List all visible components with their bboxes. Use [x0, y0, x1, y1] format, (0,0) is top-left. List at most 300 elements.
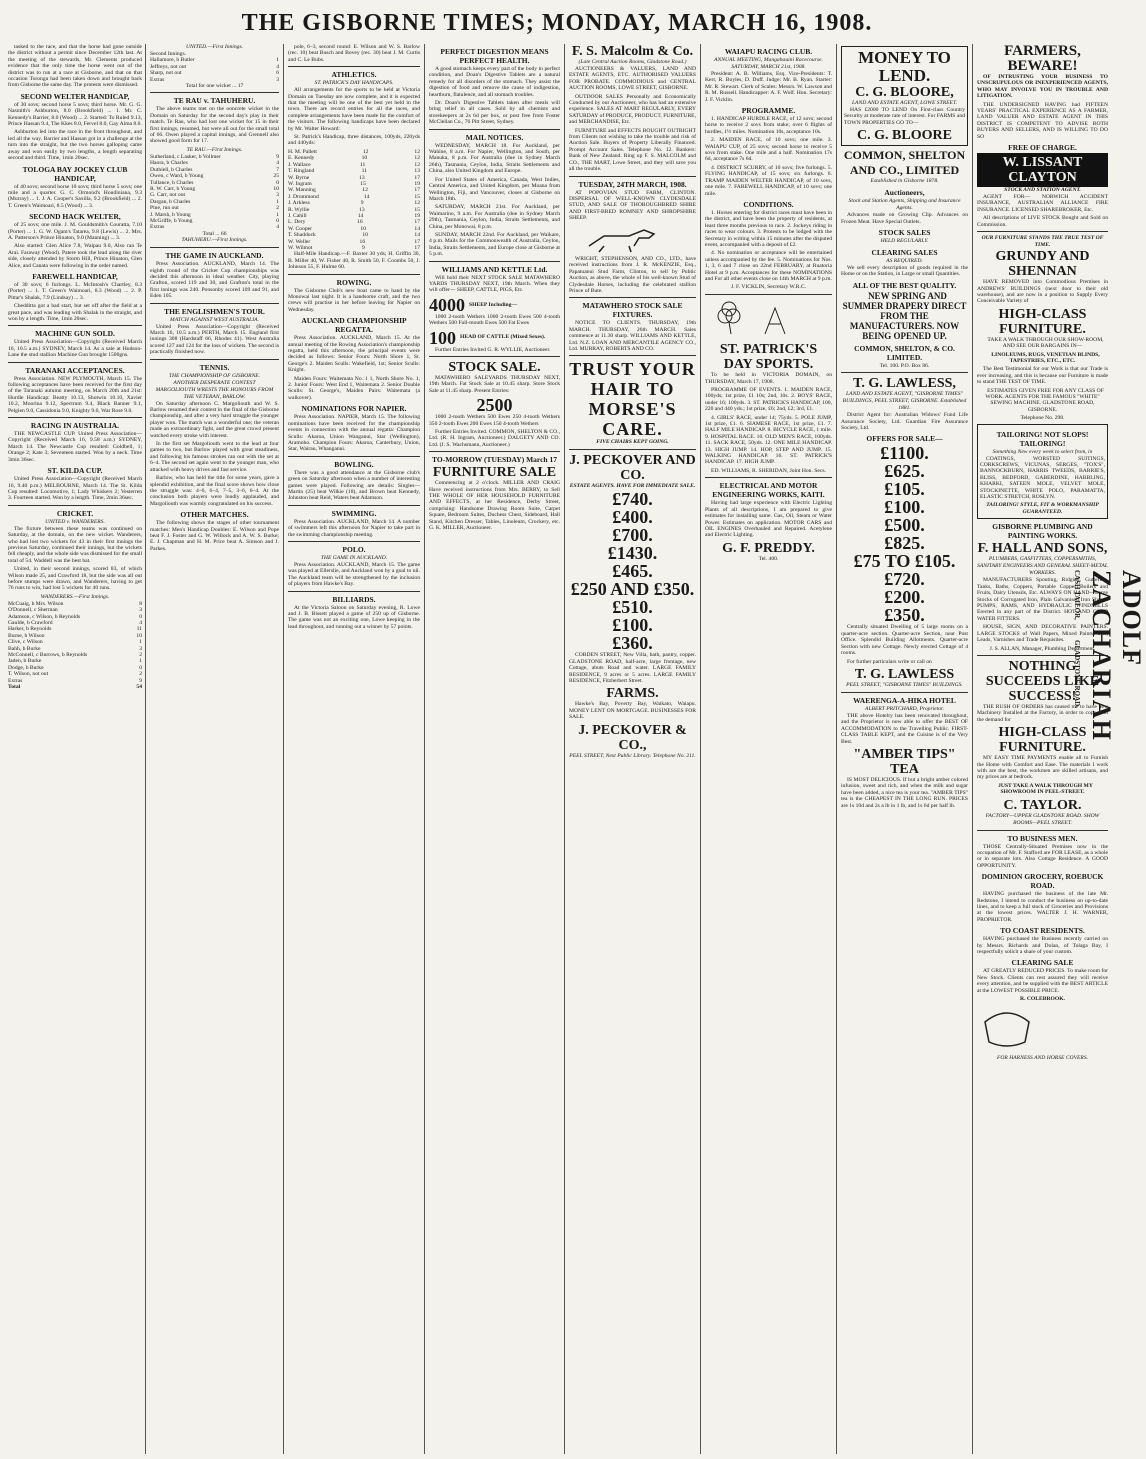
- subheadline: THE GAME IN AUCKLAND.: [320, 554, 388, 561]
- price: £350.: [884, 605, 925, 626]
- row-value: 1: [276, 211, 279, 218]
- row-label: R. W. Carr, b Young: [150, 185, 196, 192]
- article-text: United Press Association—Copyright (Received March 16, 9.40 p.m.) MELBOURNE, March 14. The St. Kilda Cup resulted: Locomotive, 1; Lady Whiskers 2; Vesterren 3. Fourteen started. Won by a length. Time, 2min 36sec.: [8, 476, 142, 502]
- headline: POLO.: [342, 544, 366, 554]
- advert-subheading: OUR FURNITURE STANDS THE TRUE TEST OF TIME.: [981, 235, 1104, 249]
- price: £465.: [612, 561, 653, 582]
- advert-heading: TAILORING! NOT SLOPS! TAILORING!: [996, 429, 1089, 448]
- row-value: 4: [276, 63, 279, 70]
- row-label: W. Ingram: [288, 180, 312, 187]
- masthead: [0, 0, 1114, 38]
- advert-heading: STOCK SALES: [878, 228, 931, 238]
- advert-heading: ALL OF THE BEST QUALITY.: [852, 280, 957, 290]
- advert-text: HAVING purchased the Business recently carried on by Messrs. Richards and Dolan, of Tolaga Bay, I respectfully solicit a share of your custom.: [977, 936, 1108, 956]
- divider: [150, 92, 279, 93]
- headline: AUCKLAND CHAMPIONSHIP REGATTA.: [301, 316, 407, 335]
- row-label: W. Byrne: [288, 174, 310, 181]
- article-text: Press Association. AUCKLAND, March 15. The game was played at Ellerslie, and Auckland won by a goal to nil. The Auckland team will be strengthened by the inclusion of players from Hawke's Bay.: [288, 561, 420, 588]
- advert-subheading: HELD REGULARLY.: [880, 238, 929, 245]
- advert-heading: WAERENGA-A-HIKA HOTEL: [853, 695, 956, 705]
- article-text: There was a good attendance at the Gisborne club's green on Saturday afternoon when a number of interesting games were played. Following are details: Singles—Martin (25) beat Wilkie (18), and Brown beat Kennedy, Johnston beat Reid, Waters beat Adamson.: [288, 469, 420, 502]
- row-label: Gaulde, b Crawford: [8, 620, 53, 626]
- divider: [977, 231, 1108, 232]
- horse-illustration: [569, 224, 689, 254]
- price: £625.: [884, 461, 925, 482]
- row-value: 14: [414, 232, 420, 239]
- advert-heading: TUESDAY, 24TH MARCH, 1908.: [578, 179, 687, 189]
- article-text: Ashburton led into the race in the front throughout, and led all the way. Barrier and Hassan got in a challenge at the turn into the straight, but the two horses galloping came away and won easily by two lengths, a length separating second and third. Time, 1min 20sec.: [8, 129, 142, 162]
- stock-count: 4000: [429, 294, 465, 315]
- row-value: 9: [360, 200, 364, 207]
- advert-heading: C. TAYLOR.: [1003, 797, 1082, 813]
- row-value: 17: [414, 238, 420, 245]
- column-rule: [836, 44, 837, 1454]
- advert-text: President: A. B. Williams, Esq. Vice-Presidents: T. Kerr, R. Boyles, D. Duff. Judge: Mr. B. Ryan. Starter: Mr. R. Stewart. Clerk of Scales: Messrs. W. Lawson and R. M. Russell. Handicapper: A. F. Wolf. Hon. Secretary: J. F. Vicklin.: [705, 71, 832, 103]
- advert-subheading: PEEL STREET, "GISBORNE TIMES" BUILDINGS.: [846, 681, 963, 688]
- advert-text: PROGRAMME OF EVENTS. 1. MAIDEN RACE, 100yds; 1st prize, £1 10s; 2nd, 10s. 2. BOYS' RACE, under 16; 100yds. 3. ST. PATRICK'S HANDICAP, 100, 220 and 440 yds.; 1st prize, £6; 2nd, £2; 3rd, £1.: [705, 387, 832, 413]
- article-text: United, in their second innings, scored 83, of which Wilson made 25, and Crawford 18, but the side was all out before stumps were drawn, and Wanderers, having to get 76 runs to win, had lost 5 wickets for 40 runs.: [8, 566, 142, 592]
- row-value: 0: [276, 179, 279, 186]
- advert-text: MY EASY TIME PAYMENTS enable all to Furnish the Home with Comfort and Ease. The materials I work with are the best, the workmen are skilled artisans, and my prices are at bedrock.: [977, 755, 1108, 781]
- row-value: 0: [276, 217, 279, 224]
- headline: CRICKET.: [56, 508, 94, 518]
- row-label: Harker, b Reynolds: [8, 626, 52, 633]
- row-label: Haora, b Charles: [150, 160, 188, 167]
- score-table: [150, 154, 279, 231]
- stock-entry: [429, 329, 560, 347]
- article-text: Also started: Glen Alice 7.8, Waipau 9.0, Also ran Te Arai. Faraway (Wood). Patere took the lead along the river side, closely attended by Storm Hill, Prince Hinaton, Glen Alice, and Canata were following in the order named.: [8, 243, 142, 269]
- row-label: Sutherland, c Lasker, b Vollmer: [150, 153, 221, 160]
- column-rule: [564, 44, 565, 1454]
- advert-text: HAS £2000 TO LEND On First-class Country Security at moderate rate of interest. For FARMS and TOWN PROPERTIES GO TO—: [844, 107, 965, 126]
- row-value: 9: [139, 677, 142, 684]
- article-text: of 30 sovs; second horse 5 sovs; third horse. Mr. G. G. Nasmith's Ashburton, 8.0 (Brookfield) ... 1. Mr. C. Kennedy's Barrier, 8.0 (Wood) ... 2. Started: To Ruled 9.13, Prince Hassan 9.4, The Kkes 8.0, Fervel 8.0, Gay Alma 8.0.: [8, 101, 142, 128]
- advert-heading: "AMBER TIPS" TEA: [853, 746, 956, 777]
- handicap-table: [288, 149, 420, 252]
- advert-text: 1000 2-tooth Wethers 1000 2-tooth Ewes 500 4-tooth Wethers 500 Full-mouth Ewes 500 Fat Ewes: [429, 313, 560, 327]
- headline: ROWING.: [336, 277, 372, 287]
- signature: J. F. VICKLIN, Secretary W.R.C.: [731, 284, 806, 291]
- article-text: Barlow, who has held the title for some years, gave a splendid exhibition, and the final score shows how close the struggle was: 4–6, 6–4, 7–5, 3–6, 6–4. At the conclusion both players were loudly applauded, and Margoliouth was warmly congratulated on his success.: [150, 475, 279, 507]
- price: £825.: [884, 533, 925, 554]
- headline: MACHINE GUN SOLD.: [35, 329, 115, 339]
- row-value: 1: [139, 639, 142, 646]
- price: £500.: [884, 515, 925, 536]
- advert-heading: WILLIAMS AND KETTLE Ltd.: [441, 264, 548, 274]
- clayton-banner: W. LISSANT CLAYTON: [977, 153, 1108, 187]
- advert-heading: TO COAST RESIDENTS.: [1000, 926, 1085, 936]
- row-label: Duthiell, b Charles: [150, 166, 193, 173]
- row-label: Adamson, c Wilson, b Reynolds: [8, 613, 81, 620]
- row-value: 1: [139, 658, 142, 665]
- column-6-racing-club: [705, 44, 832, 1454]
- advert-subheading: Something New every week to select from, in: [992, 448, 1093, 455]
- headline: TE RAU v. TAHUHERU.: [173, 96, 256, 106]
- row-value: 11: [361, 168, 368, 175]
- advert-box: [841, 46, 968, 146]
- tailor-side-text: GLADSTONE ROAD.: [1073, 640, 1081, 708]
- row-label: T. Wilson, not out: [8, 671, 49, 678]
- row-value: 3: [139, 607, 142, 614]
- advert-text: Centrally situated Dwelling of 5 large rooms on a quarter-acre section. Quarter-acre Section, near Post Office. Splendid Building Allotments. Quarter-acre Section with new Cottage. Newly erected Cottage of 4 rooms.: [841, 624, 968, 657]
- advert-heading: ST. PATRICK'S DAY SPORTS.: [719, 342, 818, 373]
- price-list: [841, 444, 968, 624]
- telephone: Tel. 100. P.O. Box 86.: [879, 362, 930, 369]
- advert-text: COATINGS, WORSTED SUITINGS, CORKSCREWS, VICUNAS, SERGES, "TOX'S", BANNOCKBURN, HARRIS TWEEDS, BARRIE'S, BLISS, BEDFORD, GABERDINE, HABBLING, KHARKI, SATEEN MOLE, VELVET MOLE, STOCKINETTE, WHITE POLO, PARAMATTA, ELASTIC STRETCH, ROSLYN.: [980, 455, 1105, 501]
- advert-subheading: ALBERT PRITCHARD, Proprietor.: [865, 705, 944, 712]
- price: £100.: [884, 497, 925, 518]
- row-value: 7: [276, 166, 279, 173]
- advert-heading: J. PECKOVER & CO.,: [578, 722, 687, 753]
- article-text: All arrangements for the sports to be held at Victoria Domain on Tuesday are now complete, and it is expected that the meeting will be one of the best yet held in the town. There are record entries for all the races, and complete arrangements have been made for the comfort of the visitors. The following handicaps have been declared by Mr. Walter Howard:: [288, 87, 420, 132]
- divider: [841, 372, 968, 373]
- stock-count: 2500: [476, 395, 513, 416]
- row-value: 3: [276, 192, 279, 199]
- subheadline: WANDERERS.—First Innings.: [40, 593, 110, 600]
- headline: THE ENGLISHMEN'S TOUR.: [164, 306, 265, 316]
- telephone: Tel. 400.: [758, 555, 779, 562]
- divider: [569, 176, 696, 177]
- divider: [705, 477, 832, 478]
- advert-text: Having had large experience with Electric Lighting Plants of all descriptions, I am prepared to give estimates for installing same. Gas, Oil, Steam or Water Power. Estimates on application. MOTOR CARS and OIL ENGINES Overhauled and Repaired. Acetylene and Electric Lighting.: [705, 500, 832, 539]
- row-value: 15: [414, 193, 420, 200]
- stock-label: SHEEP Including—: [469, 301, 518, 308]
- article-text: Press Association. AUCKLAND, March 14. The eighth round of the Cricket Cup championships was decided this afternoon in ideal weather. City, playing Grafton, scored 119 and 30, and Grafton's total in the first innings was 240. Ponsonby scored 109 and 91, and Eden 105.: [150, 261, 279, 300]
- row-value: 14: [363, 193, 370, 200]
- row-value: 16: [359, 238, 366, 245]
- advert-text: OF INTRUSTING YOUR BUSINESS TO UNSCRUPULOUS OR INEXPERIENCED AGENTS, WHO MAY INVOLVE YOU IN TROUBLE AND LITIGATION.: [977, 74, 1108, 100]
- article-text: United Press Association—Copyright (Received March 16, 10.5 a.m.) SYDNEY, March 14. As a sale at Hudson-Lane the stud stallion Machine Gun brought 1500gns.: [8, 339, 142, 359]
- advert-heading: C. G. BLOORE: [857, 128, 952, 144]
- article-text: On Saturday afternoon C. Margoliouth and W. S. Barlow resumed their contest in the final of the Gisborne championship, and after a very hard struggle the younger player won. The match was a wonderful one; the veteran made an extraordinary fight, and the great crowd present watched every stroke with interest.: [150, 400, 279, 439]
- advert-text: HAVE REMOVED into Commodious Premises in ANDREWS' BUILDINGS (next door to their old warehouse), and are now in a position to Supply Every Conceivable Variety of: [977, 279, 1108, 305]
- advert-text: Advances made on Growing Clip. Advances on Frozen Meat. Have Special Outlets.: [841, 212, 968, 225]
- advert-heading: FURNITURE SALE: [432, 465, 557, 481]
- advert-text: TAKE A WALK THROUGH OUR SHOW-ROOM, AND SEE OUR BARGAINS IN—: [987, 336, 1104, 350]
- row-value: 9: [361, 244, 365, 251]
- row-value: 13: [359, 174, 365, 181]
- row-label: W. Manning: [288, 187, 316, 194]
- price: £75 TO £105.: [853, 551, 956, 572]
- article-text: A good stomach keeps every part of the body in perfect condition, and Doan's Digestive Tablets are a natural remedy for all disorders of the stomach. They assist the digestion of food and remove the cause of indigestion, heartburn, flatulence, and all stomach troubles.: [429, 66, 560, 98]
- price: £700.: [612, 525, 653, 546]
- row-value: 4: [139, 620, 142, 626]
- advert-text: AUCTIONEERS & VALUERS, LAND AND ESTATE AGENTS, ETC. AUTHORISED VALUERS FOR PROBATE. COMMODIOUS and CENTRAL AUCTION ROOMS, LOWE STREET, GISBORNE.: [569, 66, 696, 92]
- advert-text: AGENT FOR— NORWICH ACCIDENT INSURANCE, AUSTRALIAN ALLIANCE FIRE INSURANCE. LICENSED SHAREBROKER, Etc.: [977, 194, 1108, 213]
- row-value: 17: [414, 174, 420, 181]
- row-value: 10: [360, 225, 367, 232]
- headline: RACING IN AUSTRALIA.: [30, 421, 120, 431]
- row-value: 12: [362, 148, 369, 155]
- advert-heading: ELECTRICAL AND MOTOR ENGINEERING WORKS, KAITI.: [712, 481, 825, 500]
- tailor-name: ADOLF ZACHARIAH: [1087, 570, 1146, 741]
- advert-text: ESTIMATES GIVEN FREE FOR ANY CLASS OF WORK. AGENTS FOR THE FAMOUS "WHITE" SEWING MACHINE. GLADSTONE ROAD, GISBORNE.: [985, 387, 1104, 413]
- advert-heading: PROGRAMME.: [741, 106, 796, 116]
- row-label: McConnell, c Burrows, b Reynolds: [8, 652, 88, 659]
- advert-heading: FARMS.: [606, 686, 659, 702]
- row-value: 6: [276, 70, 279, 77]
- subheadline: TE RAU.—First Innings.: [186, 146, 243, 153]
- signature: ED. WILLIAMS, R. SHERIDAN, Joint Hon. Secs.: [711, 467, 826, 474]
- row-value: 10: [136, 632, 142, 639]
- subheadline: ST. PATRICK'S DAY HANDICAPS.: [314, 80, 394, 87]
- advert-heading: NOTHING SUCCEEDS LIKE SUCCESS!: [985, 658, 1100, 704]
- column-3-sports: [288, 44, 420, 1454]
- divider: [8, 362, 142, 363]
- column-rule: [972, 44, 973, 1454]
- article-text: Dr. Doan's Digestive Tablets taken after meals will bring relief in all cases. Sold by all chemists and storekeepers at 2s 6d per box, or post free from Foster McClellan Co., 76 Pitt Street, Sydney.: [429, 100, 560, 126]
- divider: [288, 541, 420, 542]
- article-text: Maiden Fours: Waitemata No. 1 1, North Shore No. 1, 2. Junior Fours: West End 1, Waitemata 2. Senior Double Sculls: St. George's, Maiden Pairs: Waitemata (a walkover).: [288, 375, 420, 401]
- row-value: 14: [414, 225, 420, 232]
- row-value: 15: [360, 180, 366, 187]
- article-text: Press Association. AUCKLAND, March 15. At the annual meeting of the Rowing Association's championship regatta, held this afternoon, the principal events were decided as follows: Senior Fours: North Shore 1, St. George's 2. Maiden Sculls: Wakefield, 1st; Senior Sculls: Knight.: [288, 335, 420, 374]
- row-label: Second Innings.: [150, 51, 187, 57]
- stock-label: HEAD OF CATTLE (Mixed Sexes).: [460, 334, 546, 341]
- advert-text: NEW SPRING AND SUMMER DRAPERY DIRECT FROM THE MANUFACTURERS. NOW BEING OPENED UP.: [842, 290, 967, 341]
- column-2-cricket: [150, 44, 279, 1454]
- headline: FAREWELL HANDICAP,: [32, 271, 118, 281]
- row-value: 19: [414, 212, 420, 219]
- advert-text: 1000 2-tooth Wethers 500 Ewes 250 4-tooth Wethers 350 2-tooth Ewes 200 Ewes 150 4-tooth Wethers: [429, 414, 560, 427]
- total-label: Total: [8, 684, 21, 691]
- advert-text: NOTICE TO CLIENTS. THURSDAY, 19th MARCH. THURSDAY, 26th MARCH. Sales commence at 11.30 sharp. WILLIAMS AND KETTLE, Ltd. N.Z. LOAN AND MERCANTILE AGENCY CO., Ltd. MURRAY, ROBERTS AND CO.: [569, 320, 696, 352]
- advert-subheading: STOCK AND STATION AGENT.: [1004, 187, 1081, 194]
- advert-subheading: (Late Central Auction Rooms, Gladstone Road.): [578, 59, 687, 65]
- telephone: Telephone No. 298.: [1020, 415, 1065, 422]
- divider: [977, 830, 1108, 831]
- morse-advert: TRUST YOUR HAIR TO MORSE'S CARE.: [569, 359, 696, 440]
- divider: [429, 129, 560, 130]
- advert-subheading: FOR HARNESS AND HORSE COVERS.: [996, 1054, 1089, 1061]
- total-value: 54: [136, 684, 142, 691]
- advert-heading: J. PECKOVER AND CO.: [569, 453, 696, 484]
- headline: BILLIARDS.: [332, 594, 376, 604]
- headline: SECOND HACK WELTER,: [29, 212, 121, 222]
- advert-text: MANUFACTURERS Spouting, Ridging, Guttering, Tanks, Baths, Coppers, Portable Copper Boilers and Fruits, Dairy Utensils, Etc. ALWAYS ON HAND—Large Stocks of Corrugated Iron, Plain Galvanised Iron Sheets. PUMPS, RAMS, AND HYDRAULIC WINDMILLS Erected in any part of the District. HOT AND COLD WATER FITTERS.: [977, 577, 1108, 622]
- article-text: of 25 sovs; one mile. J. M. Gouldsmith's Couratta, 7.10 (Porter) ... 1. G. W. Ogam's Tatarea, 9.8 (Lewis) ... 2. Mrs. A. Patterson's Prince Hinaton, 9.0 (Manning) ... 3.: [8, 222, 142, 241]
- row-label: J. Wallace: [288, 161, 311, 168]
- article-text: tasked to the race, and that the horse had gone outside the district without a permit since December 12th last. At the meeting of the stewards, Mr. Clements produced evidence that the only time the horse went out of the district was to run at a race at Gisborne, and that on that occasion Toronga had been taken down and brought back from Gisborne the same day. The protests were dismissed.: [8, 44, 142, 89]
- advert-text: We sell every description of goods required in the Home or on the Station, in Large or small Quantities.: [841, 265, 968, 278]
- row-label: J. Marsh, b Young: [150, 211, 191, 218]
- score-total: [8, 684, 142, 690]
- headline: ST. KILDA CUP.: [47, 466, 103, 476]
- row-label: Extras: [8, 677, 23, 684]
- advert-text: Will hold their NEXT STOCK SALE MATAWHERO YARDS THURSDAY NEXT, 19th March. When they will offer— SHEEP, CATTLE, PIGS, Etc.: [429, 274, 560, 294]
- row-value: 17: [414, 219, 420, 226]
- row-label: McGriffe, b Young: [150, 217, 193, 224]
- article-text: For United States of America, Canada, West Indies, Central America, and United Kingdom, per Moana from Wellington, Fiji, and Vancouver, closes at Gisborne on March 18th.: [429, 176, 560, 202]
- row-label: W. Cooper: [288, 225, 313, 232]
- headline: BOWLING.: [334, 459, 374, 469]
- row-label: Jeffreys, not out: [150, 63, 187, 70]
- divider: [288, 591, 420, 592]
- tailoring-advert: [977, 424, 1108, 520]
- headline: NOMINATIONS FOR NAPIER.: [301, 404, 407, 414]
- advert-heading: OFFERS FOR SALE—: [866, 434, 943, 444]
- advert-text: For further particulars write or call on: [847, 658, 932, 665]
- divider: [429, 261, 560, 262]
- row-value: 0: [139, 613, 142, 620]
- row-label: G. Carr, not out: [150, 192, 186, 199]
- article-text: The fixture between these teams was continued on Saturday, at the domain, on the new wicket. Wanderers, who had lost two wickets for 43 in their first innings the previous Saturday, continued their innings, but the wickets fell cheaply, and the whole side was dismissed for the small total of 54. Waddell was the best bat.: [8, 525, 142, 564]
- tailor-side-text: CASH TAILOR,: [1073, 570, 1081, 620]
- row-value: 3: [139, 645, 142, 652]
- row-value: 14: [357, 212, 364, 219]
- signature: G. F. PREDDY.: [722, 540, 815, 556]
- row-label: J. Arkless: [288, 200, 310, 207]
- row-value: 12: [414, 161, 420, 168]
- headline: TARANAKI ACCEPTANCES.: [25, 365, 125, 375]
- divider: [288, 456, 420, 457]
- advert-text: THE UNDERSIGNED HAVING had FIFTEEN YEARS' PRACTICAL EXPERIENCE AS A FARMER, LAND VALUER AND ESTATE AGENT IN THIS DISTRICT IS COMPETENT TO ADVISE BOTH BUYERS AND SELLERS, AND IS WILLING TO DO SO: [977, 101, 1108, 140]
- advert-heading: HIGH-CLASS FURNITURE.: [998, 725, 1087, 756]
- advert-heading: WAIAPU RACING CLUB.: [724, 47, 813, 56]
- headline: OTHER MATCHES.: [180, 510, 249, 520]
- row-value: 4: [276, 224, 279, 231]
- row-value: 16: [357, 219, 363, 226]
- advert-heading: Auctioneers,: [884, 188, 925, 198]
- row-value: 25: [273, 173, 279, 180]
- signature: J. S. ALLAN, Manager, Plumbing Department.: [989, 645, 1096, 652]
- row-value: 2: [276, 205, 279, 212]
- column-rule: [700, 44, 701, 1454]
- score-table: [8, 601, 142, 684]
- advert-heading: CONDITIONS.: [743, 199, 794, 209]
- subheadline: MATCH AGAINST WEST AUSTRALIA.: [170, 316, 259, 323]
- row-label: Jaden, b Burke: [8, 658, 42, 665]
- row-label: O'Donnell, c Sherman: [8, 607, 58, 614]
- advert-text: LINOLEUMS, RUGS, VENETIAN BLINDS, TAPESTRIES, ETC., ETC.: [991, 351, 1100, 364]
- row-value: 11: [136, 626, 142, 633]
- advert-text: JUST TAKE A WALK THROUGH MY SHOWROOM IN PEEL-STREET.: [998, 782, 1093, 796]
- column-8-adverts: [977, 44, 1108, 1454]
- advert-text: Hawke's Bay, Poverty Bay, Waikato, Waiapu. MONEY LENT ON MORTGAGE. BUSINESSES FOR SALE.: [569, 701, 696, 721]
- advert-text: HAVING purchased the business of the late Mr. Redstone, I intend to conduct the business on up-to-date lines, and to keep a full stock of Groceries and Provisions at the lowest prices. WALTER J. H. WARNER, PROPRIETOR.: [977, 891, 1108, 923]
- advert-text: AT GREATLY REDUCED PRICES. To make room for New Stock. Clients can rest assured they will receive every attention, and be supplied with the BEST ARTICLE at the LOWEST POSSIBLE PRICE.: [977, 968, 1108, 994]
- price: £250 AND £350.: [570, 579, 695, 600]
- headline: PERFECT DIGESTION MEANS PERFECT HEALTH.: [440, 47, 549, 65]
- advert-text: AT POPOVIAN STUD FARM, CLINTON. DISPERSAL OF WELL-KNOWN CLYDESDALE STUD, AND SALE OF THOROUGHBRED SHIRE AND FIRST-BRED ROMNEY AND SHROPSHIRE SHEEP.: [569, 189, 696, 222]
- headline: THE GAME IN AUCKLAND.: [165, 251, 264, 261]
- advert-text: District Agent for: Australian Widows' Fund Life Assurance Society, Ltd. Guardian Fire Assurance Society, Ltd.: [841, 412, 968, 432]
- advert-text: FURNITURE and EFFECTS BOUGHT OUTRIGHT from Clients not wishing to take the trouble and risk of Auction Sale. Buyers of Property Liberally Financed. Prompt Account Sales. Telephone No. 12. Bankers: Bank of New Zealand. Ring up F. S. MALCOLM and CO., THE MART, Lowe Street, and they will save you all the trouble.: [569, 127, 696, 173]
- row-value: 3: [276, 76, 279, 83]
- row-value: 13: [414, 168, 420, 175]
- article-text: The following shows the stages of other tournament matches: Men's Handicap Doubles: E. Wilson and Pope beat F. J. Foster and G. W. Willock and A. W. S. Burke; E. J. Chapman and H. M. Price beat A. Simson and J. Parkes.: [150, 520, 279, 552]
- score-table: [150, 51, 279, 83]
- article-text: Chedditta got a bad start, but set off after the field at a great pace, and was leading with Shalak in the straight, and won by a length. Time, 1min 20sec.: [8, 303, 142, 322]
- advert-text: THE above Hotelry has been renovated throughout, and the Proprietor is now able to offer the BEST OF ACCOMMODATION to the Travelling Public. FIRST-CLASS TABLE KEPT, and the Cuisine is of the Very Best.: [841, 712, 968, 745]
- row-label: Extras: [150, 224, 165, 231]
- score-total: Total ... 66: [202, 230, 227, 237]
- article-text: of 40 sovs; second horse 10 sovs; third horse 5 sovs; one mile and a quarter. G. C. Ormond's Houdiniana, 9.3 (Murray) ... 1. J. A. Cooper's Saxilla, 9.2 (Brookfield) ... 2. T. Green's Waimoari, 8.5 (Wood) ... 3.: [8, 183, 142, 209]
- row-value: 1: [276, 57, 279, 64]
- row-label: T. Ringland: [288, 168, 315, 175]
- subheadline: ANOTHER DESPERATE CONTEST: [173, 379, 256, 386]
- advert-text: COBDEN STREET, New Villa, bath, pantry, copper. GLADSTONE ROAD, half-acre, large frontage, new Cottage, abuts Road and water. LARGE FAMILY RESIDENCE, 9 acres or 5 acres. LARGE FAMILY RESIDENCE, Fitzherbert Street.: [569, 652, 696, 685]
- row-value: 2: [139, 671, 142, 678]
- row-label: Owen, c Ward, b Young: [150, 173, 204, 180]
- advert-text: 2. MAIDEN RACE, of 10 sovs; one mile. 3. WAIAPU CUP, of 25 sovs; second horse to receive 5 sovs from stake. One mile and a half. Nomination 17s 6d, acceptance 7s 6d.: [705, 137, 832, 163]
- saddle-illustration: [977, 1002, 1037, 1052]
- column-rule: [145, 44, 146, 1454]
- row-value: 17: [414, 187, 420, 194]
- row-label: J. Drummond: [288, 193, 319, 200]
- price-list: [569, 490, 696, 652]
- row-label: W. Wilmot: [288, 244, 313, 251]
- advert-subheading: AS REQUIRED.: [886, 258, 923, 265]
- price: £105.: [884, 479, 925, 500]
- row-value: 11: [359, 161, 366, 168]
- row-value: 12: [362, 187, 368, 194]
- stock-entry: [429, 296, 560, 314]
- shamrock-sports-illustration: [705, 298, 825, 340]
- advert-heading: MATAWHERO STOCK SALE FIXTURES.: [582, 301, 683, 320]
- advert-subheading: ESTATE AGENTS. HAVE FOR IMMEDIATE SALE.: [569, 483, 696, 490]
- advert-text: Commencing at 2 o'clock. MILLER AND CRAIG Have received instructions from Mrs. BERRY, to Sell THE WHOLE OF HER HOUSEHOLD FURNITURE AND EFFECTS, at her Residence, Derby Street, comprising: Handsome Drawing Room Suite, Carpet Square, Bedroom Suites, Duchess Chest, Sideboard, Hall Stand, Kitchen Dresser, Tables, Linoleum, Crockery, etc. G. K. MILLER, Auctioneer.: [429, 480, 560, 532]
- article-text: United Press Association—Copyright (Received March 16, 10.5 a.m.) PERTH, March 15. England first innings 308 (Hardstaff 66, Rhodes 41). West Australia scored 127 and 124 for the loss of wickets. The second is practically finished now.: [150, 323, 279, 356]
- advert-text: 1. HANDICAP HURDLE RACE, of 12 sovs; second horse to receive 2 sovs from stake; over 6 flights of hurdles, 1½ miles. Nomination 10s, acceptance 10s.: [705, 116, 832, 135]
- advert-subheading: LAND AND ESTATE AGENT, "GISBORNE TIMES" BUILDINGS, PEEL STREET, GISBORNE. Established 1881.: [842, 391, 967, 412]
- advert-heading: HIGH-CLASS FURNITURE.: [998, 306, 1087, 337]
- advert-heading: FREE OF CHARGE.: [1008, 143, 1077, 153]
- advert-heading: FARMERS, BEWARE!: [1004, 43, 1081, 74]
- advert-heading: F. HALL AND SONS,: [977, 541, 1108, 557]
- advert-subheading: PLUMBERS, GASFITTERS, COPPERSMITHS, SANITARY ENGINEERS AND GENERAL SHEET-METAL WORKERS.: [977, 556, 1108, 577]
- article-text: The above teams met on the ooncrete wicket in the Domain on Saturday for the second day's play in their match. Te Rau, who had lost one wicket for 15 in their first innings, resumed, but were all out for the small total of 66. Owen played a capital innings, and Grennell also showed good form for 17.: [150, 106, 279, 145]
- advert-heading: TO BUSINESS MEN.: [1007, 833, 1078, 843]
- advert-text: MATAWHERO SALEYARDS THURSDAY NEXT, 19th March. Fat Stock Sale at 10.45 sharp. Store Stock Sale at 11.45 sharp. Present Entries:: [429, 375, 560, 394]
- divider: [841, 692, 968, 693]
- advert-heading: T. G. LAWLESS,: [853, 376, 956, 392]
- row-label: Sharp, not out: [150, 70, 182, 77]
- advert-text: Further Entries Invited G. R. WYLLIE, Auctioneer.: [435, 346, 551, 353]
- column-4-notices: [429, 44, 560, 1454]
- article-text: THE NEWCASTLE CUP. United Press Association—Copyright (Received March 16, 9.58 a.m.) SYDNEY, March 14. The Newcastle Cup resulted: Goldbell, 1; Orange 2; Kate 3; Seventeen started. Won by a neck. Time 3min 36sec.: [8, 431, 142, 463]
- row-label: Dargan, b Charles: [150, 198, 191, 205]
- advert-subheading: FIVE CHAIRS KEPT GOING.: [596, 439, 669, 446]
- article-text: of 30 sovs; 6 furlongs. L. McIntosh's Chartley, 8.3 (Porter) ... 1. T. Green's Waimoari, 8.3 (Wood) ... 2. P. Pittar's Shalak, 7.9 (Lindsay) ... 3.: [8, 281, 142, 301]
- subheadline: UNITED v. WANDERERS.: [45, 518, 105, 525]
- row-label: Tullance, b Charles: [150, 179, 194, 186]
- advert-heading: DOMINION GROCERY, ROEBUCK ROAD.: [981, 872, 1104, 891]
- column-7-agents: [841, 44, 968, 1454]
- article-text: The Gisborne Club's new boat came to hand by the Monowai last night. It is a handsome craft, and the two crews will practise in her before leaving for Napier on Wednesday.: [288, 287, 420, 313]
- headline: SECOND WELTER HANDICAP,: [20, 91, 130, 101]
- row-label: Extras: [150, 76, 165, 83]
- divider: [569, 297, 696, 298]
- row-label: W. Weller: [288, 238, 311, 245]
- column-5-adverts: [569, 44, 696, 1454]
- score-total: Total for one wicket ... 17: [185, 83, 244, 90]
- advert-text: The Best Testimonial for our Work is that our Trade is ever increasing, and this is because our Furniture is made to stand THE TEST OF TIME.: [977, 366, 1108, 386]
- row-label: Hallamore, b Butler: [150, 57, 195, 64]
- advert-heading: STOCK SALE.: [448, 360, 541, 375]
- advert-heading: COMMON, SHELTON AND CO., LIMITED: [843, 148, 966, 178]
- article-text: At the Victoria Saloon on Saturday evening, R. Lowe and J. B. Bissett played a game of 250 up of Gisborne. The game was not an exciting one, Lowe keeping in the lead throughout, and running out a winner by 57 points.: [288, 604, 420, 630]
- row-label: Burne, b Wilson: [8, 632, 45, 639]
- price: £200.: [884, 587, 925, 608]
- row-value: 10: [273, 185, 279, 192]
- price: £720.: [884, 569, 925, 590]
- divider: [150, 247, 279, 248]
- advert-heading: TO-MORROW (TUESDAY) March 17: [432, 455, 557, 465]
- advert-heading: GRUNDY AND SHENNAN: [995, 249, 1090, 280]
- headline: ATHLETICS.: [331, 70, 377, 80]
- divider: [288, 274, 420, 275]
